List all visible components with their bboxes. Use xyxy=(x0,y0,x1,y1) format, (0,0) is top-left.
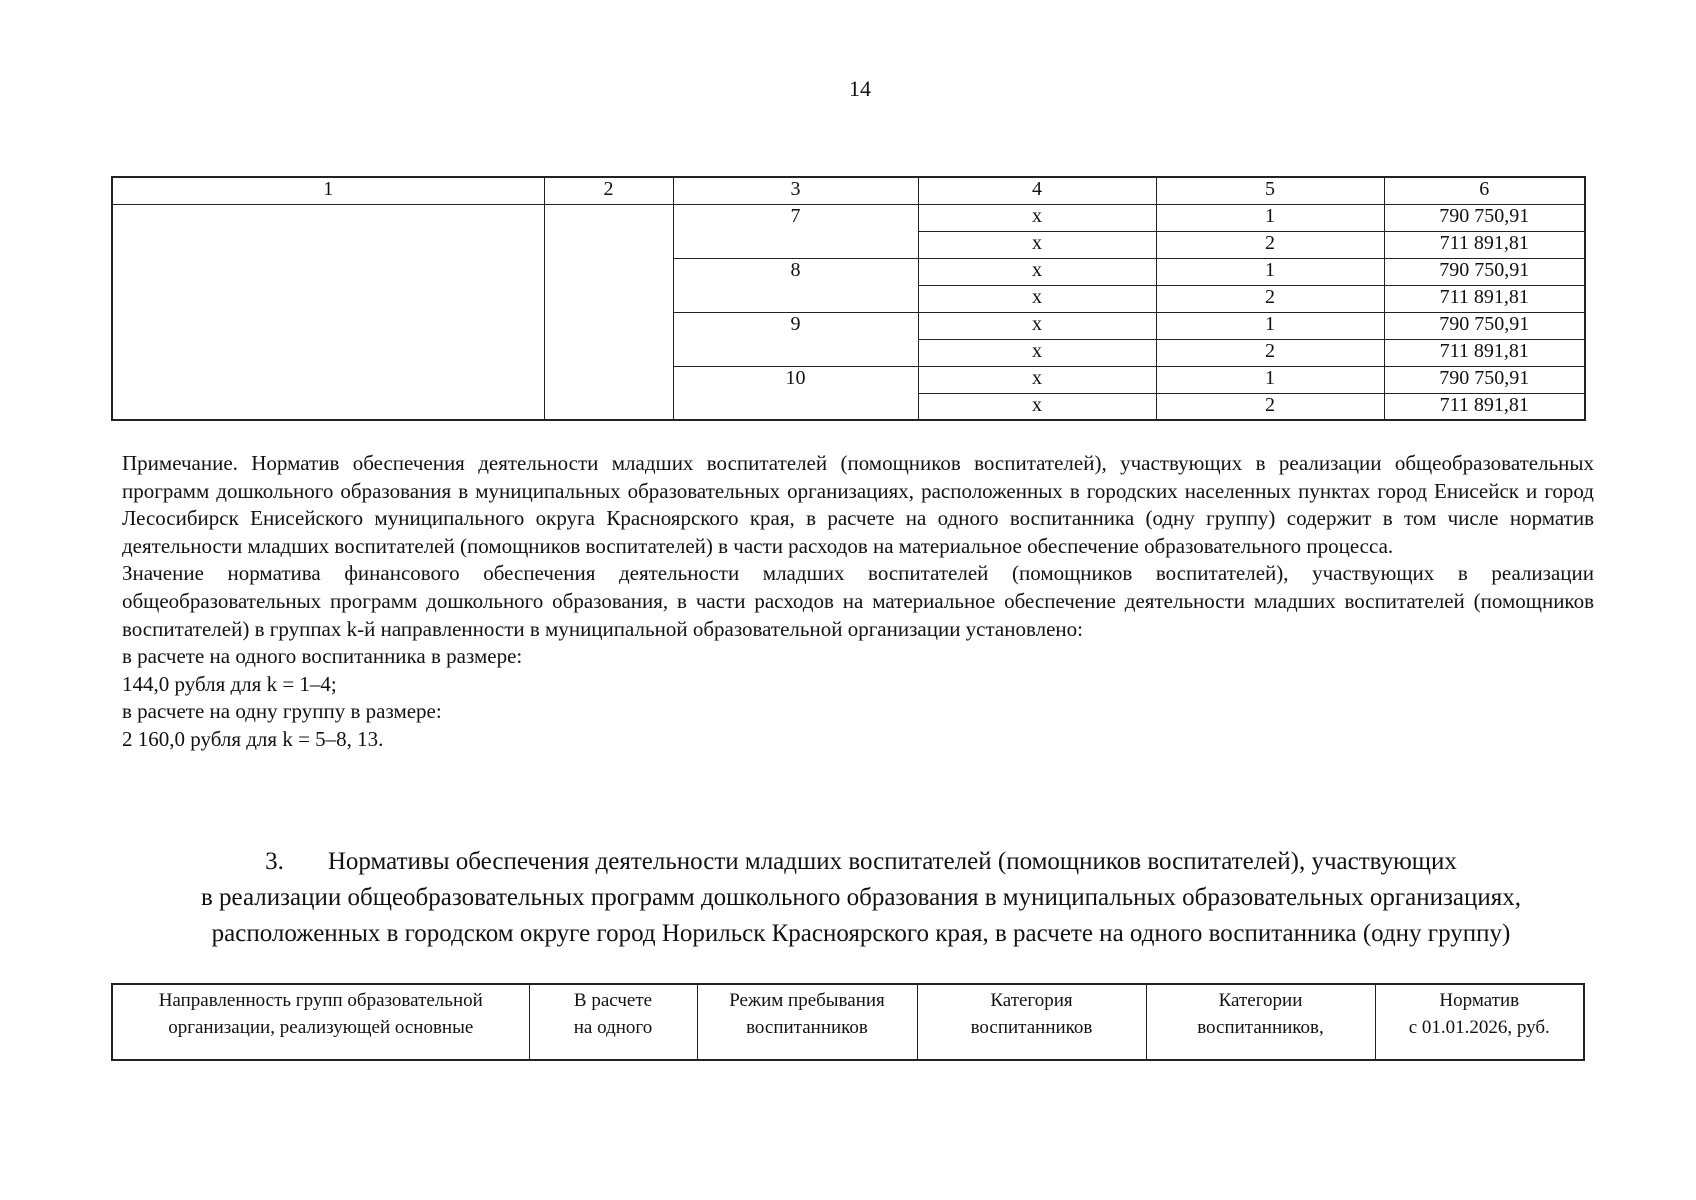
header-line: воспитанников, xyxy=(1197,1017,1324,1038)
section-title-line-2: в реализации общеобразовательных программ дошкольного образования в муниципальных образовательных организациях, xyxy=(200,884,1521,911)
header-line: Категории xyxy=(1218,990,1303,1011)
section-number: 3. xyxy=(265,848,284,875)
note-line-group-amount: 2 160,0 рубля для k = 5–8, 13. xyxy=(122,726,384,751)
category-cell: x xyxy=(918,258,1156,285)
category-cell: x xyxy=(918,231,1156,258)
note-line-per-group: в расчете на одну группу в размере: xyxy=(122,699,442,724)
normative-value-cell: 790 750,91 xyxy=(1384,258,1585,285)
norilsk-normative-table-header xyxy=(111,983,1585,1061)
header-line: организации, реализующей основные xyxy=(168,1017,474,1038)
table-row xyxy=(112,204,1585,231)
header-categories xyxy=(1146,984,1375,1060)
header-direction xyxy=(112,984,529,1060)
normative-value-cell: 711 891,81 xyxy=(1384,393,1585,420)
normative-value-cell: 711 891,81 xyxy=(1384,231,1585,258)
header-per-unit xyxy=(529,984,697,1060)
column-number-2: 2 xyxy=(544,177,673,204)
header-line: В расчете xyxy=(573,990,653,1011)
category-cell: x xyxy=(918,339,1156,366)
mode-cell: 9 xyxy=(673,312,918,366)
note-line-pupil-amount: 144,0 рубля для k = 1–4; xyxy=(122,671,337,696)
category-cell: x xyxy=(918,285,1156,312)
mode-cell: 10 xyxy=(673,366,918,420)
header-line: воспитанников xyxy=(746,1017,868,1038)
category-cell: x xyxy=(918,204,1156,231)
header-line: Режим пребывания xyxy=(729,990,885,1011)
header-line: с 01.01.2026, руб. xyxy=(1408,1017,1550,1038)
column-number-1: 1 xyxy=(112,177,544,204)
section-title-line-1 xyxy=(126,844,1596,880)
header-line: воспитанников xyxy=(970,1017,1093,1038)
categories-cell: 2 xyxy=(1156,285,1384,312)
mode-cell: 7 xyxy=(673,204,918,258)
header-line: на одного xyxy=(573,1017,653,1038)
mode-cell: 8 xyxy=(673,258,918,312)
normative-value-cell: 790 750,91 xyxy=(1384,366,1585,393)
normative-table-continued xyxy=(111,176,1586,421)
categories-cell: 2 xyxy=(1156,231,1384,258)
categories-cell: 2 xyxy=(1156,339,1384,366)
header-line: Направленность групп образовательной xyxy=(158,990,483,1011)
header-stay-mode xyxy=(697,984,917,1060)
normative-value-cell: 790 750,91 xyxy=(1384,312,1585,339)
section-title-line-3: расположенных в городском округе город Норильск Красноярского края, в расчете на одного воспитанника (одну группу) xyxy=(211,920,1511,947)
note-paragraph-2: Значение норматива финансового обеспечения деятельности младших воспитателей (помощников воспитателей), участвующих в реализации общеобразовательных программ дошкольного образования, в части расходов на материальное обеспечение деятельности младших воспитателей (помощников воспитателей) в группах k-й направленности в муниципальной образовательной организации установлено: xyxy=(122,561,1594,641)
category-cell: x xyxy=(918,312,1156,339)
categories-cell: 2 xyxy=(1156,393,1384,420)
note-line-per-pupil: в расчете на одного воспитанника в размере: xyxy=(122,644,523,669)
category-cell: x xyxy=(918,366,1156,393)
direction-cell-empty xyxy=(112,204,544,420)
header-line: Категория xyxy=(990,990,1073,1011)
categories-cell: 1 xyxy=(1156,312,1384,339)
categories-cell: 1 xyxy=(1156,366,1384,393)
per-unit-cell-empty xyxy=(544,204,673,420)
categories-cell: 1 xyxy=(1156,204,1384,231)
category-cell: x xyxy=(918,393,1156,420)
table-header-row xyxy=(112,177,1585,204)
header-line: Норматив xyxy=(1439,990,1520,1011)
header-normative xyxy=(1375,984,1584,1060)
categories-cell: 1 xyxy=(1156,258,1384,285)
column-number-3: 3 xyxy=(673,177,918,204)
column-number-4: 4 xyxy=(918,177,1156,204)
column-number-5: 5 xyxy=(1156,177,1384,204)
header-category xyxy=(917,984,1146,1060)
section-3-title xyxy=(126,844,1596,952)
section-title-text-1: Нормативы обеспечения деятельности младших воспитателей (помощников воспитателей), участвующих xyxy=(327,848,1457,875)
normative-value-cell: 711 891,81 xyxy=(1384,285,1585,312)
normative-value-cell: 711 891,81 xyxy=(1384,339,1585,366)
column-number-6: 6 xyxy=(1384,177,1585,204)
note-paragraph-1: Примечание. Норматив обеспечения деятельности младших воспитателей (помощников воспитателей), участвующих в реализации общеобразовательных программ дошкольного образования в муниципальных образовательных организациях, расположенных в городских населенных пунктах город Енисейск и город Лесосибирск Енисейского муниципального округа Красноярского края, в расчете на одного воспитанника (одну группу) содержит в том числе норматив деятельности младших воспитателей (помощников воспитателей) в части расходов на материальное обеспечение образовательного процесса. xyxy=(122,451,1594,558)
normative-value-cell: 790 750,91 xyxy=(1384,204,1585,231)
note-block xyxy=(122,450,1594,754)
page-number: 14 xyxy=(849,76,871,101)
table-header-row xyxy=(112,984,1584,1060)
